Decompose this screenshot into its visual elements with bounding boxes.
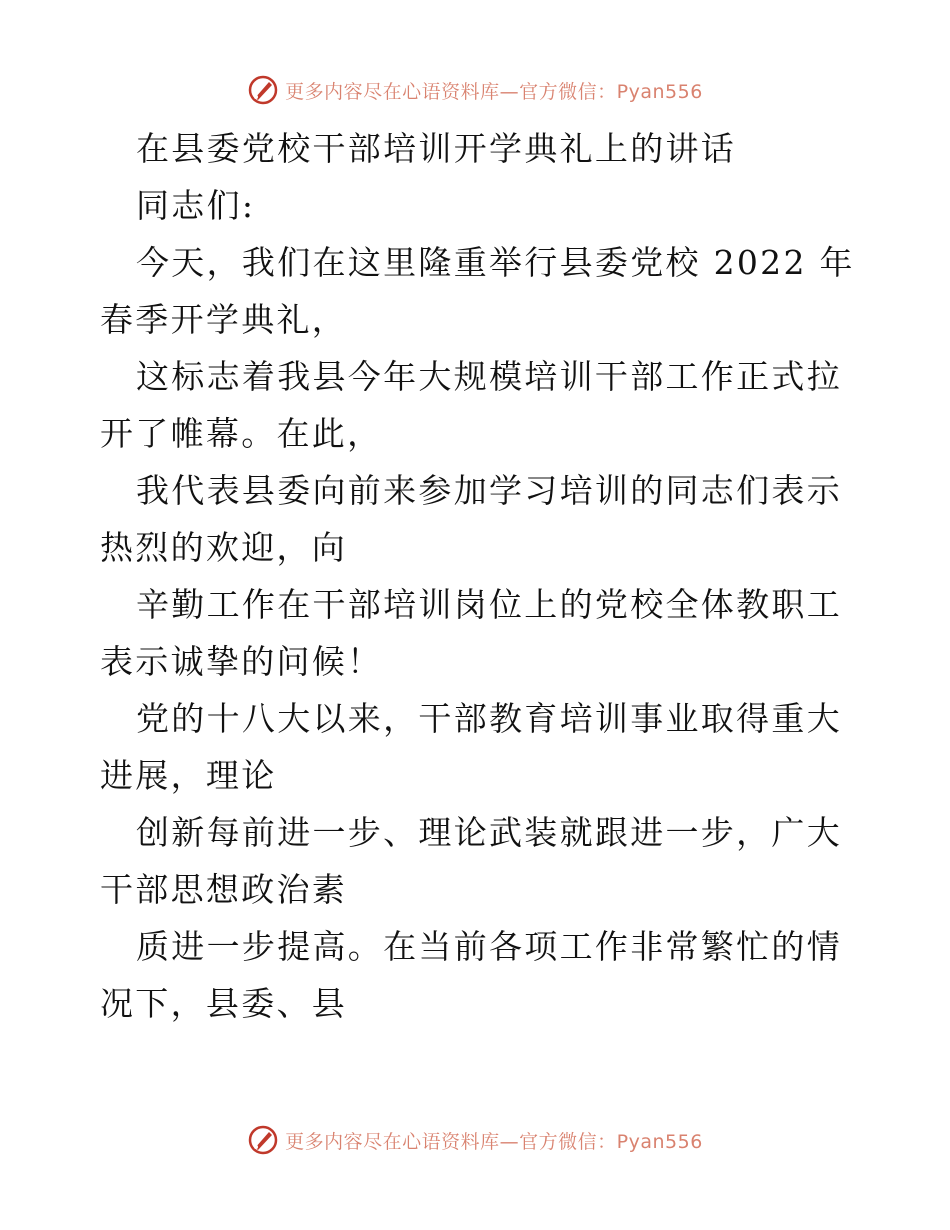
footer-watermark [0,1120,950,1160]
paragraph: 质进一步提高。在当前各项工作非常繁忙的情况下，县委、县 [100,927,842,1023]
paragraph: 这标志着我县今年大规模培训干部工作正式拉开了帷幕。在此， [100,357,842,453]
watermark-text: 更多内容尽在心语资料库—官方微信：Pyan556 [285,1130,703,1153]
paragraph: 辛勤工作在干部培训岗位上的党校全体教职工表示诚挚的问候！ [100,585,842,681]
document-title: 在县委党校干部培训开学典礼上的讲话 [136,129,737,168]
paragraph: 我代表县委向前来参加学习培训的同志们表示热烈的欢迎，向 [100,471,842,567]
salutation: 同志们: [136,186,256,225]
document-body [100,120,860,1032]
quill-circle-icon [247,74,279,106]
quill-circle-icon [247,1124,279,1156]
paragraph: 党的十八大以来，干部教育培训事业取得重大进展，理论 [100,699,842,795]
paragraph: 今天，我们在这里隆重举行县委党校 2022 年春季开学典礼， [100,243,855,339]
header-watermark [0,70,950,110]
watermark-text: 更多内容尽在心语资料库—官方微信：Pyan556 [285,80,703,103]
paragraph: 创新每前进一步、理论武装就跟进一步，广大干部思想政治素 [100,813,842,909]
